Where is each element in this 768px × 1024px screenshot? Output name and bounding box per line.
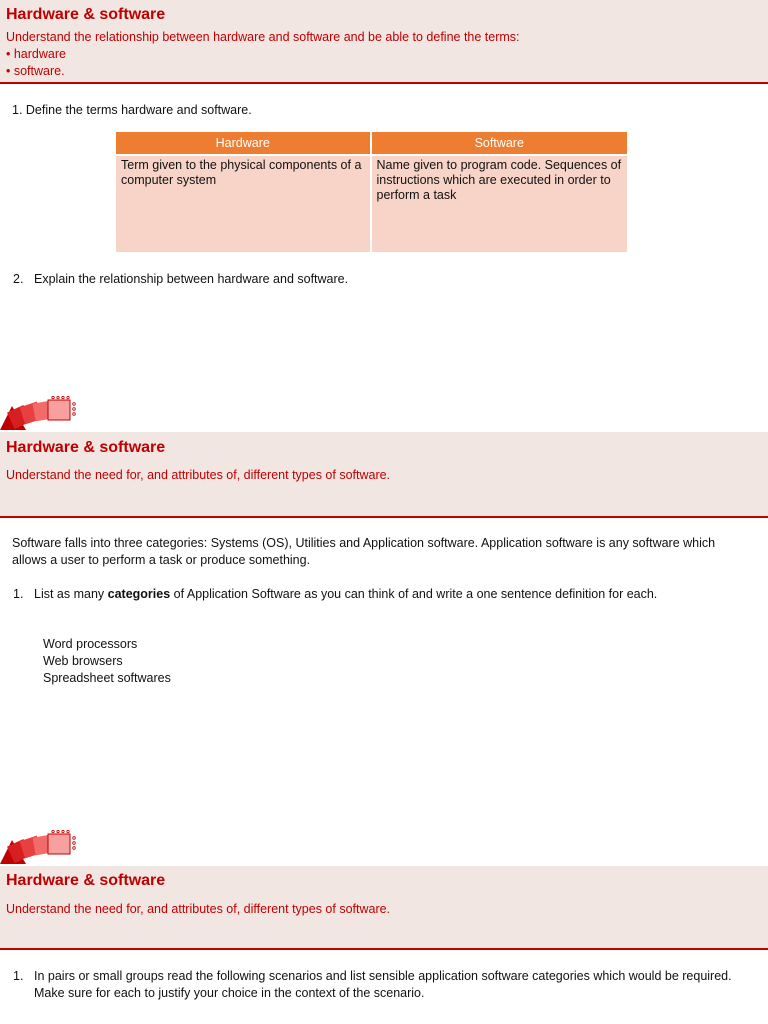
section3-question-1: In pairs or small groups read the following scenarios and list sensible application software categories which would be required. Make sure for each to justify your choice in the context of the scenario.: [34, 969, 732, 1000]
categories-emphasis: categories: [107, 587, 171, 601]
list-item[interactable]: Spreadsheet softwares: [43, 671, 171, 685]
section-title: Hardware & software: [6, 439, 166, 456]
bullet-hardware: • hardware: [6, 47, 66, 61]
section-subtitle: Understand the need for, and attributes of, different types of software.: [6, 902, 391, 916]
answer-list: [43, 636, 171, 687]
section-header-3: [0, 866, 768, 950]
section-subtitle: Understand the need for, and attributes of, different types of software.: [6, 468, 391, 482]
bullet-software: • software.: [6, 64, 65, 78]
section3-question-1-number: 1.: [13, 969, 24, 983]
table-header-hardware: Hardware: [116, 132, 372, 156]
table-header-software: Software: [372, 132, 628, 156]
table-cell-software-definition[interactable]: Name given to program code. Sequences of instructions which are executed in order to perform a task: [372, 156, 628, 252]
chip-stack-icon: [0, 830, 80, 864]
section2-question-1-number: 1.: [13, 587, 24, 601]
question-1: 1. Define the terms hardware and software.: [12, 103, 252, 117]
software-intro-paragraph: Software falls into three categories: Systems (OS), Utilities and Application software. Application software is any software which allows a user to perform a task or produce something.: [12, 536, 716, 567]
list-item[interactable]: Web browsers: [43, 654, 123, 668]
table-cell-hardware-definition[interactable]: Term given to the physical components of a computer system: [116, 156, 372, 252]
section-title: Hardware & software: [6, 6, 166, 23]
question-2: Explain the relationship between hardware and software.: [34, 272, 349, 286]
question-2-number: 2.: [13, 272, 24, 286]
section-header-1: [0, 0, 768, 84]
objective-text: Understand the relationship between hardware and software and be able to define the terms:: [6, 30, 520, 44]
section2-question-1: List as many categories of Application Software as you can think of and write a one sentence definition for each.: [34, 587, 658, 601]
chip-stack-icon: [0, 396, 80, 430]
section-header-2: [0, 432, 768, 518]
section-subtitle: [6, 29, 520, 80]
definitions-table: [116, 132, 627, 252]
section-title: Hardware & software: [6, 872, 166, 889]
list-item[interactable]: Word processors: [43, 637, 138, 651]
